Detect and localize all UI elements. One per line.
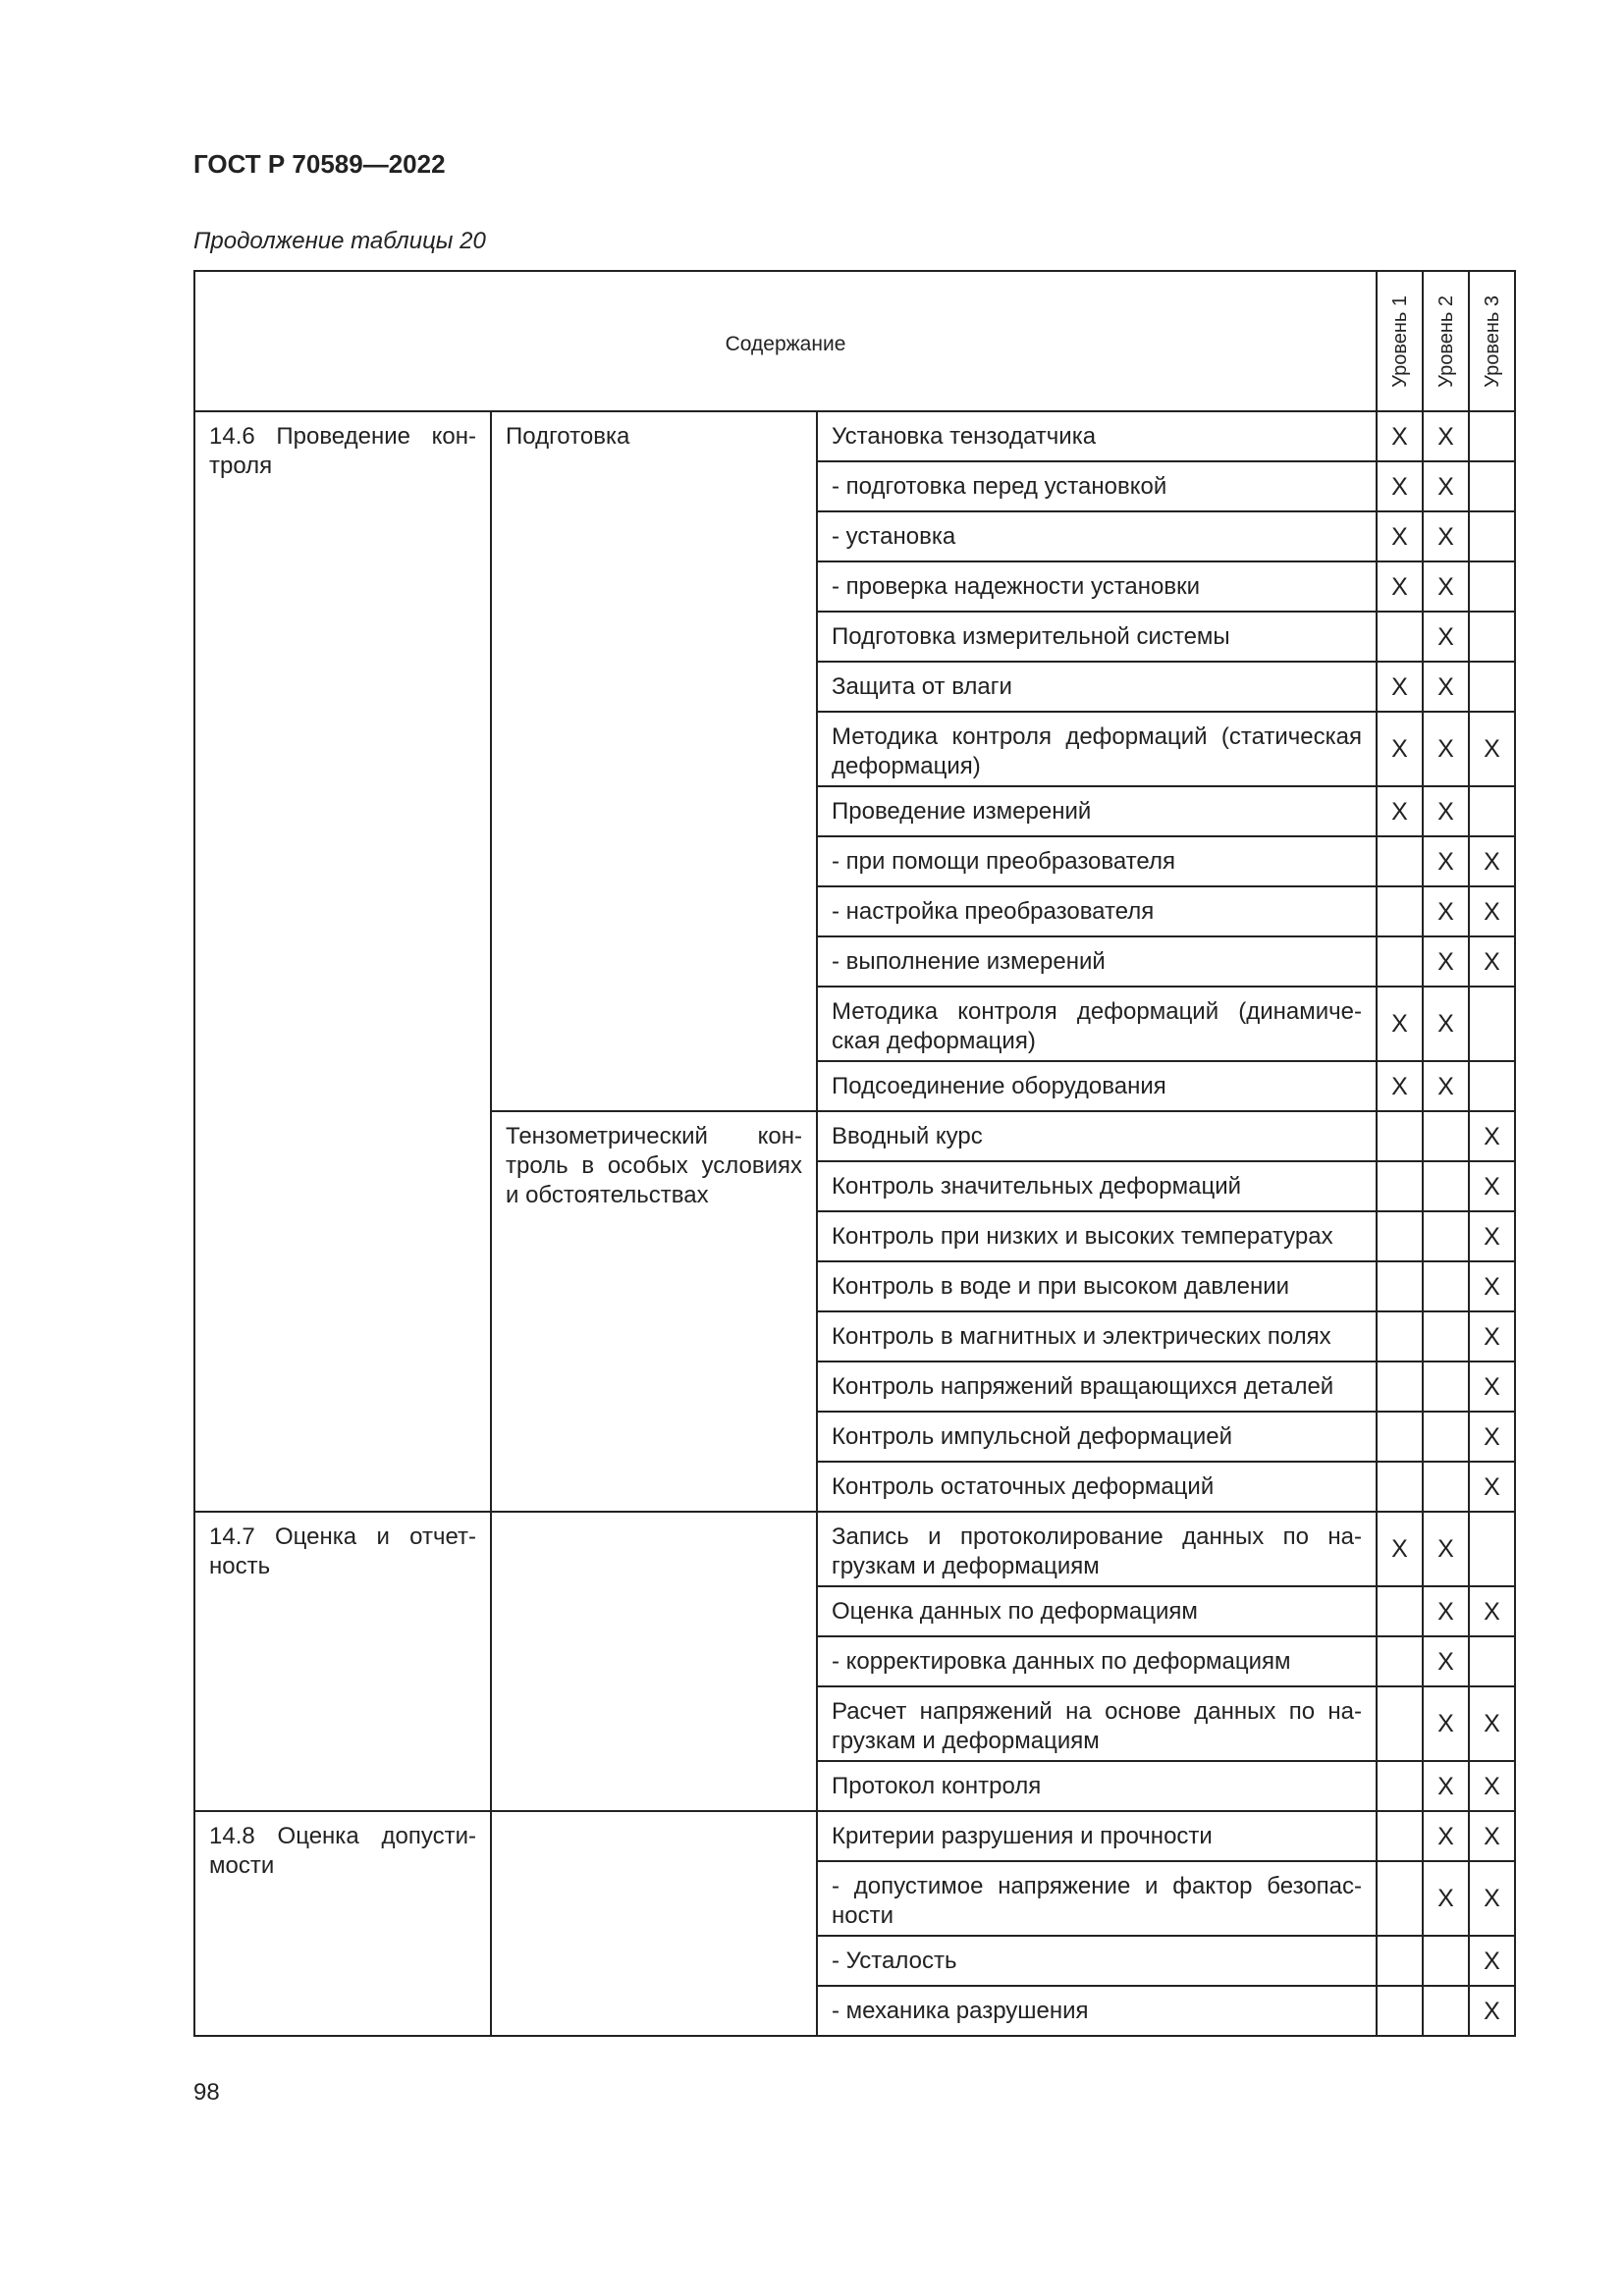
- level-3-mark: [1469, 1636, 1515, 1686]
- level-3-mark: [1469, 1512, 1515, 1586]
- topic-cell: - настройка преобразователя: [817, 886, 1377, 936]
- level-3-mark: X: [1469, 886, 1515, 936]
- level-3-mark: X: [1469, 1686, 1515, 1761]
- level-2-header: Уровень 2: [1423, 271, 1469, 411]
- level-2-mark: X: [1423, 836, 1469, 886]
- level-3-mark: X: [1469, 1161, 1515, 1211]
- topic-cell: Оценка данных по деформациям: [817, 1586, 1377, 1636]
- level-3-mark: X: [1469, 1261, 1515, 1311]
- level-3-mark: X: [1469, 836, 1515, 886]
- topic-cell: Протокол контроля: [817, 1761, 1377, 1811]
- topic-cell: - Усталость: [817, 1936, 1377, 1986]
- topic-cell: - допустимое напряжение и фактор безопас- ности: [817, 1861, 1377, 1936]
- requirements-table: [193, 270, 1516, 2037]
- level-3-mark: X: [1469, 1586, 1515, 1636]
- level-1-mark: X: [1377, 561, 1423, 612]
- level-1-mark: [1377, 1861, 1423, 1936]
- level-2-mark: X: [1423, 1636, 1469, 1686]
- subsection-title: Тензометрический кон- троль в особых условиях и обстоятельствах: [491, 1111, 817, 1512]
- page-number: 98: [193, 2079, 220, 2106]
- topic-cell: Контроль при низких и высоких температурах: [817, 1211, 1377, 1261]
- topic-cell: Проведение измерений: [817, 786, 1377, 836]
- subsection-title: [491, 1512, 817, 1811]
- level-3-mark: X: [1469, 1861, 1515, 1936]
- level-1-mark: X: [1377, 511, 1423, 561]
- level-2-mark: X: [1423, 461, 1469, 511]
- level-1-mark: X: [1377, 1061, 1423, 1111]
- topic-cell: Контроль импульсной деформацией: [817, 1412, 1377, 1462]
- level-2-mark: X: [1423, 886, 1469, 936]
- level-1-mark: [1377, 836, 1423, 886]
- topic-cell: - при помощи преобразователя: [817, 836, 1377, 886]
- level-3-mark: [1469, 662, 1515, 712]
- level-2-mark: X: [1423, 1061, 1469, 1111]
- level-1-mark: X: [1377, 786, 1423, 836]
- level-3-mark: [1469, 612, 1515, 662]
- topic-cell: Подготовка измерительной системы: [817, 612, 1377, 662]
- level-2-mark: X: [1423, 1586, 1469, 1636]
- topic-cell: - выполнение измерений: [817, 936, 1377, 987]
- level-1-mark: [1377, 1261, 1423, 1311]
- level-1-mark: [1377, 1811, 1423, 1861]
- topic-cell: Контроль в магнитных и электрических полях: [817, 1311, 1377, 1362]
- level-1-mark: X: [1377, 1512, 1423, 1586]
- level-1-header: Уровень 1: [1377, 271, 1423, 411]
- topic-cell: - подготовка перед установкой: [817, 461, 1377, 511]
- level-2-mark: [1423, 1362, 1469, 1412]
- subsection-title: Подготовка: [491, 411, 817, 1111]
- topic-cell: Вводный курс: [817, 1111, 1377, 1161]
- level-3-mark: X: [1469, 1462, 1515, 1512]
- topic-cell: Запись и протоколирование данных по на- грузкам и деформациям: [817, 1512, 1377, 1586]
- level-3-mark: X: [1469, 1761, 1515, 1811]
- level-2-mark: [1423, 1261, 1469, 1311]
- level-2-mark: [1423, 1311, 1469, 1362]
- level-2-mark: X: [1423, 1811, 1469, 1861]
- level-2-mark: [1423, 1936, 1469, 1986]
- level-2-mark: X: [1423, 1861, 1469, 1936]
- level-2-mark: [1423, 1462, 1469, 1512]
- level-2-mark: [1423, 1986, 1469, 2036]
- table-row: [194, 1811, 1515, 1861]
- level-2-mark: X: [1423, 1761, 1469, 1811]
- level-2-mark: X: [1423, 1512, 1469, 1586]
- level-3-mark: X: [1469, 936, 1515, 987]
- level-2-mark: X: [1423, 936, 1469, 987]
- level-1-mark: X: [1377, 411, 1423, 461]
- level-1-mark: [1377, 1311, 1423, 1362]
- level-3-mark: [1469, 561, 1515, 612]
- level-3-mark: X: [1469, 1936, 1515, 1986]
- level-3-mark: X: [1469, 1412, 1515, 1462]
- level-1-mark: [1377, 1686, 1423, 1761]
- level-1-mark: [1377, 1362, 1423, 1412]
- level-3-mark: [1469, 511, 1515, 561]
- level-3-mark: X: [1469, 1311, 1515, 1362]
- level-2-mark: X: [1423, 712, 1469, 786]
- table-row: [194, 1512, 1515, 1586]
- level-1-mark: [1377, 1986, 1423, 2036]
- level-1-mark: [1377, 1111, 1423, 1161]
- topic-cell: Установка тензодатчика: [817, 411, 1377, 461]
- level-1-mark: X: [1377, 461, 1423, 511]
- level-2-mark: [1423, 1111, 1469, 1161]
- topic-cell: - механика разрушения: [817, 1986, 1377, 2036]
- topic-cell: Методика контроля деформаций (статическая деформация): [817, 712, 1377, 786]
- level-1-mark: [1377, 1761, 1423, 1811]
- content-header: Содержание: [194, 271, 1377, 411]
- level-1-mark: X: [1377, 712, 1423, 786]
- level-3-mark: X: [1469, 1362, 1515, 1412]
- level-1-mark: [1377, 1161, 1423, 1211]
- level-3-mark: [1469, 1061, 1515, 1111]
- topic-cell: Расчет напряжений на основе данных по на- грузкам и деформациям: [817, 1686, 1377, 1761]
- level-1-mark: X: [1377, 987, 1423, 1061]
- section-title: 14.6 Проведение кон- троля: [194, 411, 491, 1512]
- topic-cell: Методика контроля деформаций (динамиче- ская деформация): [817, 987, 1377, 1061]
- section-title: 14.7 Оценка и отчет- ность: [194, 1512, 491, 1811]
- level-1-mark: [1377, 1936, 1423, 1986]
- level-3-mark: [1469, 987, 1515, 1061]
- topic-cell: Контроль значительных деформаций: [817, 1161, 1377, 1211]
- table-row: [194, 411, 1515, 461]
- level-1-mark: [1377, 1636, 1423, 1686]
- level-3-mark: [1469, 411, 1515, 461]
- level-2-mark: X: [1423, 786, 1469, 836]
- level-2-mark: X: [1423, 561, 1469, 612]
- level-3-mark: X: [1469, 1986, 1515, 2036]
- level-3-mark: X: [1469, 1211, 1515, 1261]
- level-1-mark: [1377, 1412, 1423, 1462]
- level-1-mark: [1377, 936, 1423, 987]
- level-3-mark: [1469, 786, 1515, 836]
- level-3-mark: X: [1469, 1811, 1515, 1861]
- level-1-mark: [1377, 1462, 1423, 1512]
- subsection-title: [491, 1811, 817, 2036]
- level-2-mark: [1423, 1412, 1469, 1462]
- level-2-mark: X: [1423, 1686, 1469, 1761]
- level-2-mark: X: [1423, 612, 1469, 662]
- level-3-mark: X: [1469, 1111, 1515, 1161]
- level-1-mark: [1377, 612, 1423, 662]
- table-header-row: [194, 271, 1515, 411]
- topic-cell: Критерии разрушения и прочности: [817, 1811, 1377, 1861]
- level-1-mark: X: [1377, 662, 1423, 712]
- level-2-mark: [1423, 1161, 1469, 1211]
- topic-cell: Контроль в воде и при высоком давлении: [817, 1261, 1377, 1311]
- level-3-header: Уровень 3: [1469, 271, 1515, 411]
- topic-cell: - корректировка данных по деформациям: [817, 1636, 1377, 1686]
- level-3-mark: [1469, 461, 1515, 511]
- level-1-mark: [1377, 1211, 1423, 1261]
- level-3-mark: X: [1469, 712, 1515, 786]
- topic-cell: - проверка надежности установки: [817, 561, 1377, 612]
- topic-cell: Контроль остаточных деформаций: [817, 1462, 1377, 1512]
- topic-cell: Контроль напряжений вращающихся деталей: [817, 1362, 1377, 1412]
- level-2-mark: X: [1423, 662, 1469, 712]
- topic-cell: Подсоединение оборудования: [817, 1061, 1377, 1111]
- level-2-mark: X: [1423, 511, 1469, 561]
- level-2-mark: X: [1423, 411, 1469, 461]
- topic-cell: - установка: [817, 511, 1377, 561]
- level-1-mark: [1377, 1586, 1423, 1636]
- topic-cell: Защита от влаги: [817, 662, 1377, 712]
- level-2-mark: [1423, 1211, 1469, 1261]
- level-1-mark: [1377, 886, 1423, 936]
- table-caption: Продолжение таблицы 20: [193, 228, 486, 254]
- level-2-mark: X: [1423, 987, 1469, 1061]
- section-title: 14.8 Оценка допусти- мости: [194, 1811, 491, 2036]
- document-title: ГОСТ Р 70589—2022: [193, 149, 446, 179]
